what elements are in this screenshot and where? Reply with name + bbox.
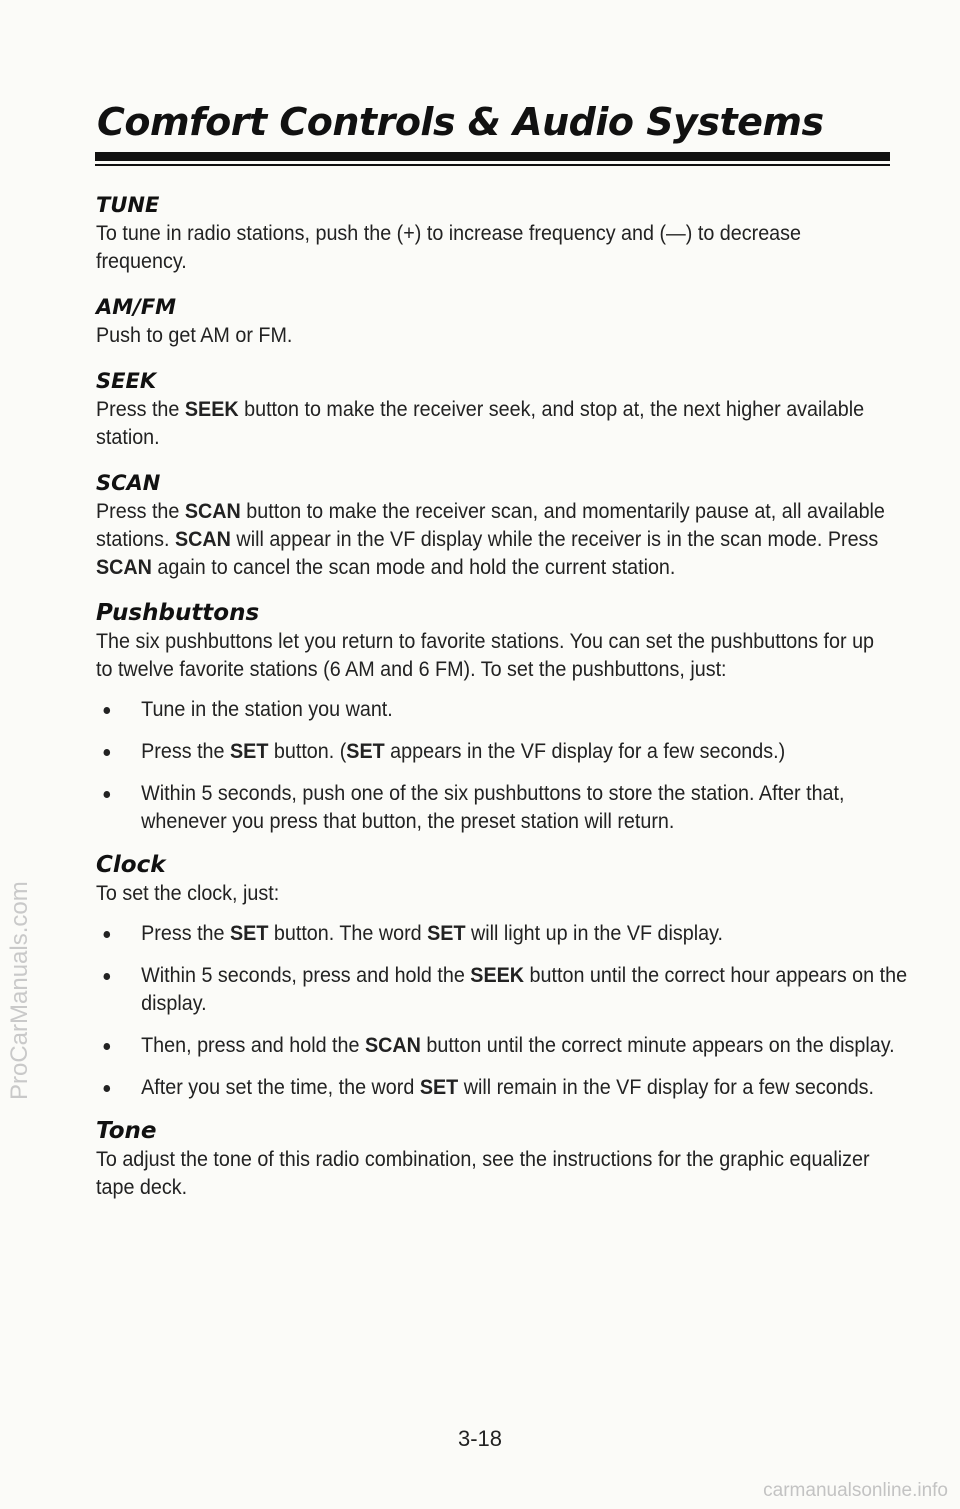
section-heading: Pushbuttons: [96, 600, 260, 626]
watermark-carmanualsonline: carmanualsonline.info: [763, 1480, 948, 1501]
bold-term: SEEK: [470, 964, 525, 987]
text-run: button until the correct minute appears on the display.: [420, 1034, 895, 1057]
text-run: Push to get AM or FM.: [96, 324, 293, 347]
text-run: To adjust the tone of this radio combination, see the instructions for the graphic equalizer tape deck.: [96, 1148, 870, 1199]
text-run: Press the: [141, 740, 230, 763]
text-run: Tune in the station you want.: [141, 698, 393, 721]
section-clock: [96, 850, 908, 1102]
text-run: button to make the receiver scan, and momentarily pause at, all available stations.: [96, 500, 885, 551]
section-paragraph: [96, 220, 886, 276]
text-run: again to cancel the scan mode and hold the current station.: [151, 556, 676, 579]
section-heading: AM/FM: [96, 295, 177, 319]
section-heading: Clock: [96, 852, 166, 878]
watermark-procarmanuals: ProCarManuals.com: [6, 881, 33, 1100]
text-run: Then, press and hold the: [141, 1034, 366, 1057]
header-rule-thin: [95, 164, 890, 166]
bold-term: SEEK: [184, 398, 239, 421]
section-heading: SCAN: [96, 471, 161, 495]
text-run: button to make the receiver seek, and stop at, the next higher available station.: [96, 398, 865, 449]
bullet-item: [96, 738, 929, 766]
text-run: will light up in the VF display.: [465, 922, 724, 945]
bold-term: SCAN: [175, 528, 231, 551]
text-run: Within 5 seconds, press and hold the: [141, 964, 471, 987]
text-run: will remain in the VF display for a few seconds.: [458, 1076, 875, 1099]
bold-term: SET: [419, 1076, 459, 1099]
section-paragraph: [96, 498, 886, 582]
bullet-item: [96, 1032, 929, 1060]
section-pushbuttons: [96, 598, 886, 836]
header-rule-thick: [95, 152, 890, 161]
bold-term: SCAN: [96, 556, 152, 579]
manual-content: [96, 190, 908, 1218]
bold-term: SET: [229, 922, 269, 945]
text-run: Press the: [141, 922, 230, 945]
section-tone: [96, 1116, 886, 1202]
text-run: To set the clock, just:: [96, 882, 280, 905]
text-run: The six pushbuttons let you return to favorite stations. You can set the pushbuttons for up to twelve favorite stations (6 AM and 6 FM). To set the pushbuttons, just:: [96, 630, 875, 681]
page-title: Comfort Controls & Audio Systems: [97, 100, 824, 144]
section-heading: SEEK: [96, 369, 157, 393]
text-run: will appear in the VF display while the receiver is in the scan mode. Press: [230, 528, 879, 551]
text-run: To tune in radio stations, push the (+) to increase frequency and (—) to decrease frequency.: [96, 222, 802, 273]
text-run: appears in the VF display for a few seconds.): [384, 740, 786, 763]
section-paragraph: [96, 1146, 886, 1202]
section-tune: [96, 190, 886, 276]
bullet-list: [96, 920, 908, 1102]
section-scan: [96, 468, 886, 582]
section-heading: Tone: [96, 1118, 157, 1144]
bullet-item: [96, 696, 929, 724]
text-run: After you set the time, the word: [141, 1076, 420, 1099]
bullet-list: [96, 696, 886, 836]
bold-term: SCAN: [365, 1034, 421, 1057]
text-run: button until the correct hour appears on the display.: [141, 964, 908, 1015]
section-paragraph: [96, 396, 886, 452]
bullet-item: [96, 920, 929, 948]
page-number: 3-18: [457, 1426, 503, 1451]
text-run: Press the: [96, 398, 185, 421]
text-run: button. The word: [268, 922, 428, 945]
section-paragraph: [96, 322, 886, 350]
bold-term: SET: [427, 922, 466, 945]
section-heading: TUNE: [96, 193, 160, 217]
text-run: Within 5 seconds, push one of the six pushbuttons to store the station. After that, whenever you press that button, the preset station will return.: [141, 782, 845, 833]
text-run: Press the: [96, 500, 185, 523]
bullet-item: [96, 780, 929, 836]
section-paragraph: [96, 880, 886, 908]
bold-term: SCAN: [184, 500, 241, 523]
section-seek: [96, 366, 886, 452]
text-run: button. (: [268, 740, 347, 763]
bullet-item: [96, 962, 929, 1018]
bullet-item: [96, 1074, 929, 1102]
bold-term: SET: [229, 740, 269, 763]
section-am-fm: [96, 292, 886, 350]
section-paragraph: [96, 628, 886, 684]
bold-term: SET: [346, 740, 385, 763]
